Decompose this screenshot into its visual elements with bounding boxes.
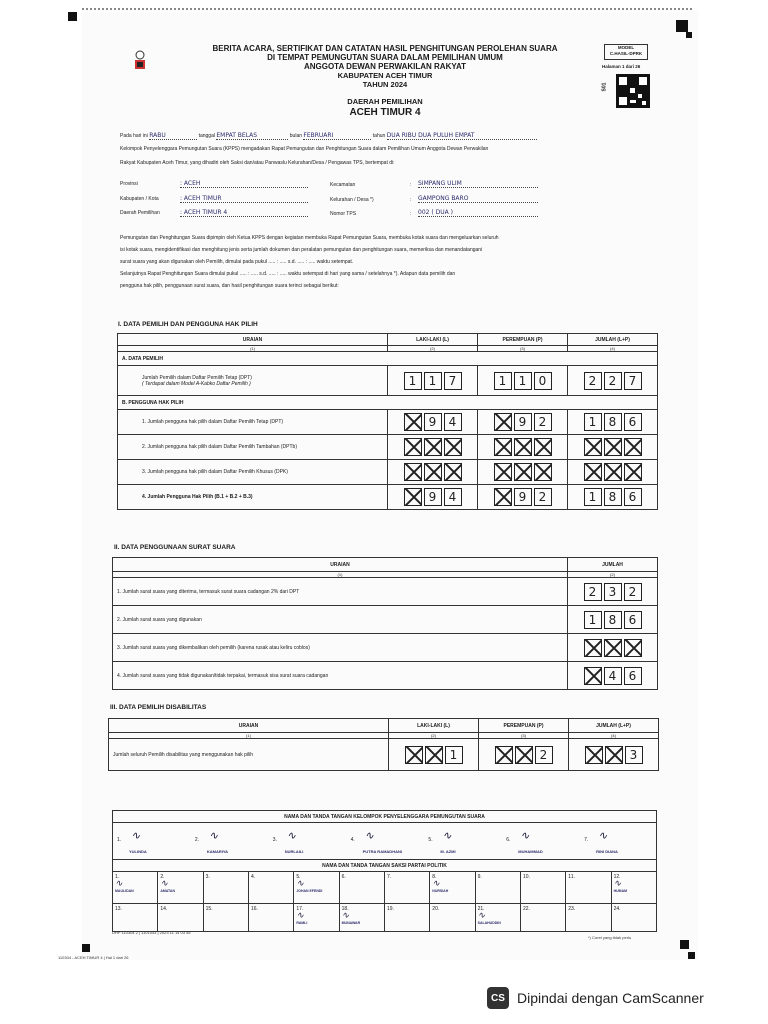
digit-box: 9 [424, 413, 442, 431]
digit-box: 6 [624, 667, 642, 685]
dapil-value: : ACEH TIMUR 4 [180, 209, 308, 217]
digit-box: 1 [584, 611, 602, 629]
perforation-line [82, 8, 692, 10]
digit-box: 1 [424, 372, 442, 390]
saksi-signature [339, 872, 384, 904]
digit-box-group [482, 413, 563, 431]
signature-number: 4. [350, 837, 355, 843]
digit-box: 9 [514, 413, 532, 431]
provinsi-value: : ACEH [180, 180, 308, 188]
saksi-signature [248, 904, 293, 932]
saksi-signature [113, 904, 158, 932]
col-header: URAIAN [118, 334, 388, 346]
col-number: (3) [478, 346, 568, 352]
registration-marker [82, 944, 90, 952]
page-label: 110304 - ACEH TIMUR 4 | Hal 1 dari 26 [58, 955, 129, 960]
hari-value: RABU [149, 132, 197, 140]
saksi-signature-header: NAMA DAN TANDA TANGAN SAKSI PARTAI POLITIK [113, 860, 657, 872]
saksi-signature [248, 872, 293, 904]
digit-box-group [572, 667, 653, 685]
signatory-name: SALAHUDDIN [477, 921, 501, 925]
kpps-signature [502, 823, 580, 859]
table-row [118, 460, 658, 485]
procedure-paragraph: pengguna hak pilih, penggunaan surat suara, dan hasil penghitungan suara terinci sebagai berikut: [120, 283, 339, 289]
digit-box: 2 [604, 372, 622, 390]
digit-box: 2 [535, 746, 553, 764]
tps-label: Nomor TPS [330, 211, 357, 217]
col-header: JUMLAH (L+P) [568, 334, 658, 346]
registration-marker [688, 952, 695, 959]
crossed-digit-box [404, 413, 422, 431]
kecamatan-label: Kecamatan [330, 182, 356, 188]
tanggal-label: tanggal [198, 133, 215, 139]
saksi-signature-row [113, 904, 657, 932]
crossed-digit-box [424, 438, 442, 456]
row-label: Jumlah Pemilih dalam Daftar Pemilih Tetap (DPT) [142, 374, 252, 381]
registration-marker [686, 32, 692, 38]
procedure-paragraph: Selanjutnya Rapat Penghitungan Suara dimulai pukul ..... : ..... s.d. ..... : ..... waktu setempat di hari yang sama / setelahnya *). Adapun data pemilih dan [120, 271, 456, 277]
kpps-signature [269, 823, 347, 859]
saksi-signature [611, 872, 656, 904]
tanggal-value: EMPAT BELAS [216, 132, 288, 140]
digit-box: 2 [584, 583, 602, 601]
crossed-digit-box [494, 488, 512, 506]
table-row [118, 410, 658, 435]
pada-hari-label: Pada hari ini [120, 133, 148, 139]
table-row [118, 435, 658, 460]
signatory-name: JOHAN EFENDI [296, 889, 323, 893]
kelurahan-label: Kelurahan / Desa *) [330, 197, 374, 203]
saksi-signature [113, 872, 158, 904]
table-row [113, 606, 658, 634]
signature-mark-icon: ∿ [115, 879, 123, 889]
col-number: (4) [569, 733, 659, 739]
daerah-label: DAERAH PEMILIHAN [347, 97, 423, 106]
disability-table [108, 718, 659, 771]
col-header: JUMLAH [568, 558, 658, 572]
digit-box-group [392, 463, 473, 481]
crossed-digit-box [404, 438, 422, 456]
daerah-value: ACEH TIMUR 4 [349, 107, 421, 118]
saksi-signature [203, 904, 248, 932]
digit-box: 6 [624, 413, 642, 431]
digit-box: 7 [624, 372, 642, 390]
kpps-signature [191, 823, 269, 859]
signature-number: 21. [477, 906, 485, 912]
footnote: *) Coret yang tidak perlu [588, 935, 632, 940]
bulan-label: bulan [289, 133, 302, 139]
signature-number: 5. [428, 837, 433, 843]
signatory-name: PUTRA RAMADHANI [362, 849, 402, 854]
signature-number: 11. [568, 874, 575, 880]
kpps-signature [113, 823, 191, 859]
col-number: (2) [388, 346, 478, 352]
digit-box: 2 [584, 372, 602, 390]
digit-box: 7 [444, 372, 462, 390]
crossed-digit-box [624, 438, 642, 456]
digit-box: 8 [604, 413, 622, 431]
signature-number: 18. [341, 906, 349, 912]
camscanner-logo-icon: CS [487, 987, 509, 1009]
crossed-digit-box [514, 463, 532, 481]
signature-number: 15. [205, 906, 213, 912]
col-number: (4) [568, 346, 658, 352]
crossed-digit-box [534, 438, 552, 456]
signatory-name: MUNAWAR [341, 921, 361, 925]
digit-box-group [392, 438, 473, 456]
digit-box: 3 [604, 583, 622, 601]
row-label: 1. Jumlah surat suara yang diterima, termasuk surat suara cadangan 2% dari DPT [113, 578, 568, 606]
digit-box-group [392, 372, 473, 390]
digit-box-group [573, 746, 654, 764]
saksi-signature [384, 904, 429, 932]
digit-box: 1 [445, 746, 463, 764]
digit-box: 1 [404, 372, 422, 390]
signature-number: 24. [613, 906, 621, 912]
provinsi-label: Provinsi [120, 181, 138, 187]
crossed-digit-box [604, 639, 622, 657]
saksi-signature [520, 872, 565, 904]
signature-mark-icon: ∿ [442, 829, 452, 842]
digit-box-group [483, 746, 564, 764]
col-header: JUMLAH (L+P) [569, 719, 659, 733]
crossed-digit-box [585, 746, 603, 764]
row-label: Jumlah seluruh Pemilih disabilitas yang menggunakan hak pilih [109, 739, 389, 771]
voter-data-table [117, 333, 658, 510]
saksi-signature [384, 872, 429, 904]
digit-box: 3 [625, 746, 643, 764]
col-number: (2) [389, 733, 479, 739]
crossed-digit-box [444, 463, 462, 481]
crossed-digit-box [605, 746, 623, 764]
digit-box: 9 [424, 488, 442, 506]
signature-mark-icon: ∿ [208, 829, 219, 842]
digit-box: 2 [624, 583, 642, 601]
model-line: C.HASIL-DPRK [609, 51, 643, 56]
signatory-name: NURLAILI [284, 849, 304, 854]
digit-box: 1 [494, 372, 512, 390]
crossed-digit-box [584, 463, 602, 481]
signatory-name: RAMLI [296, 921, 308, 925]
row-label: 2. Jumlah pengguna hak pilih dalam Daftar Pemilih Tambahan (DPTb) [118, 435, 388, 460]
signature-mark-icon: ∿ [432, 879, 440, 889]
signature-number: 2. [160, 874, 165, 880]
procedure-paragraph: surat suara yang akan digunakan oleh Pemilih, dimulai pada pukul ..... : ..... s.d. ..... : ..... waktu setempat. [120, 259, 354, 265]
col-number: (2) [568, 572, 658, 578]
title-line: ANGGOTA DEWAN PERWAKILAN RAKYAT [303, 62, 467, 71]
saksi-signature-row [113, 872, 657, 904]
signature-table [112, 810, 657, 932]
kpps-signature [580, 823, 658, 859]
table-row [113, 662, 658, 690]
crossed-digit-box [405, 746, 423, 764]
digit-box: 1 [584, 488, 602, 506]
tahun-value: DUA RIBU DUA PULUH EMPAT [387, 132, 537, 140]
digit-box-group [572, 488, 653, 506]
signature-mark-icon: ∿ [477, 911, 486, 921]
saksi-signature [430, 872, 475, 904]
procedure-paragraph: isi kotak suara, mengidentifikasi dan menghitung jenis serta jumlah dokumen dan peralatan pemungutan dan penghitungan suara, memeriksa dan menandatangani [120, 247, 483, 253]
col-header: PEREMPUAN (P) [478, 334, 568, 346]
page-code: S01 [601, 82, 608, 92]
registration-marker [676, 20, 688, 32]
crossed-digit-box [494, 413, 512, 431]
digit-box-group [482, 438, 563, 456]
row-label: 3. Jumlah surat suara yang dikembalikan oleh pemilih (karena rusak atau keliru coblos) [113, 634, 568, 662]
signature-mark-icon: ∿ [520, 829, 530, 842]
table-row [113, 578, 658, 606]
crossed-digit-box [624, 463, 642, 481]
signature-number: 3. [272, 837, 277, 843]
signatory-name: MAULIDAN [115, 889, 134, 893]
signature-number: 1. [117, 837, 122, 843]
title-line: BERITA ACARA, SERTIFIKAT DAN CATATAN HASIL PENGHITUNGAN PEROLEHAN SUARA [212, 44, 558, 53]
signatory-name: KAMARIYA [206, 849, 229, 854]
registration-marker [68, 12, 77, 21]
crossed-digit-box [495, 746, 513, 764]
model-line: MODEL [617, 45, 635, 50]
tahun-label: tahun [372, 133, 386, 139]
intro-paragraph: Kelompok Penyelenggara Pemungutan Suara (KPPS) mengadakan Rapat Pemungutan dan Penghitungan Suara dalam Pemilihan Umum Anggota Dewan Perwakilan [120, 146, 489, 152]
col-number: (1) [113, 572, 568, 578]
section-title: II. DATA PENGGUNAAN SURAT SUARA [114, 544, 236, 551]
saksi-signature [203, 872, 248, 904]
group-label: A. DATA PEMILIH [118, 352, 658, 366]
signature-number: 6. [506, 837, 511, 843]
col-number: (1) [109, 733, 389, 739]
signature-number: 10. [522, 874, 530, 880]
kelurahan-value: GAMPONG BARO [418, 195, 538, 203]
digit-box-group [572, 639, 653, 657]
digit-box-group [572, 372, 653, 390]
signatory-name: NURSIAH [432, 889, 449, 893]
group-label: B. PENGGUNA HAK PILIH [118, 396, 658, 410]
table-row [118, 485, 658, 510]
signature-number: 2. [194, 837, 200, 843]
signature-number: 4. [250, 874, 256, 880]
signature-number: 23. [568, 906, 576, 912]
signature-number: 8. [432, 874, 437, 880]
signature-number: 13. [115, 906, 122, 912]
signature-number: 12. [613, 874, 621, 880]
saksi-signature [294, 904, 339, 932]
digit-box-group [482, 372, 563, 390]
saksi-signature [566, 904, 611, 932]
digit-box: 1 [584, 413, 602, 431]
camscanner-watermark [487, 987, 704, 1009]
digit-box-group [572, 583, 653, 601]
row-label: 1. Jumlah pengguna hak pilih dalam Daftar Pemilih Tetap (DPT) [118, 410, 388, 435]
signature-number: 16. [250, 906, 258, 912]
col-header: LAKI-LAKI (L) [388, 334, 478, 346]
crossed-digit-box [604, 438, 622, 456]
crossed-digit-box [584, 667, 602, 685]
kpps-signature-header: NAMA DAN TANDA TANGAN KELOMPOK PENYELENGGARA PEMUNGUTAN SUARA [113, 811, 657, 823]
digit-box: 1 [514, 372, 532, 390]
saksi-signature [294, 872, 339, 904]
title-line: TAHUN 2024 [362, 80, 408, 89]
row-label: 3. Jumlah pengguna hak pilih dalam Daftar Pemilih Khusus (DPK) [118, 460, 388, 485]
signature-mark-icon: ∿ [131, 829, 141, 842]
digit-box: 2 [534, 488, 552, 506]
row-label: 4. Jumlah Pengguna Hak Pilih (B.1 + B.2 + B.3) [118, 485, 388, 510]
kabupaten-value: : ACEH TIMUR [180, 195, 308, 203]
signatory-name: YULINDA [129, 849, 147, 854]
digit-box: 4 [444, 413, 462, 431]
crossed-digit-box [624, 639, 642, 657]
saksi-signature [611, 904, 656, 932]
col-header: PEREMPUAN (P) [479, 719, 569, 733]
signature-number: 14. [160, 906, 168, 912]
title-line: DI TEMPAT PEMUNGUTAN SUARA DALAM PEMILIHAN UMUM [267, 53, 503, 62]
signature-mark-icon: ∿ [286, 829, 296, 842]
crossed-digit-box [534, 463, 552, 481]
kecamatan-value: SIMPANG ULIM [418, 180, 538, 188]
signature-number: 6. [341, 874, 346, 880]
kabupaten-label: Kabupaten / Kota [120, 196, 159, 202]
model-badge [604, 44, 648, 60]
crossed-digit-box [584, 438, 602, 456]
row-note: ( Terdapat dalam Model A-Kabko Daftar Pemilih ) [142, 380, 251, 387]
saksi-signature [158, 904, 203, 932]
digit-box: 4 [604, 667, 622, 685]
signature-mark-icon: ∿ [296, 911, 304, 921]
table-row [109, 739, 659, 771]
col-header: URAIAN [109, 719, 389, 733]
camscanner-label: Dipindai dengan CamScanner [517, 990, 704, 1006]
signature-mark-icon: ∿ [341, 911, 350, 921]
saksi-signature [339, 904, 384, 932]
row-label: 2. Jumlah surat suara yang digunakan [113, 606, 568, 634]
digit-box-group [572, 438, 653, 456]
digit-box: 0 [534, 372, 552, 390]
digit-box: 6 [624, 488, 642, 506]
section-title: III. DATA PEMILIH DISABILITAS [110, 704, 207, 711]
signature-number: 7. [386, 874, 392, 880]
kpu-logo-icon [132, 50, 148, 72]
section-title: I. DATA PEMILIH DAN PENGGUNA HAK PILIH [118, 321, 258, 328]
digit-box: 2 [534, 413, 552, 431]
crossed-digit-box [515, 746, 533, 764]
signature-mark-icon: ∿ [598, 829, 608, 842]
registration-marker [680, 940, 689, 949]
table-row [118, 366, 658, 396]
signature-number: 19. [386, 906, 394, 912]
col-number: (1) [118, 346, 388, 352]
digit-box-group [392, 488, 473, 506]
tps-value: 002 ( DUA ) [418, 209, 538, 217]
intro-paragraph: Rakyat Kabupaten Aceh Timur, yang dihadiri oleh Saksi dan/atau Panwaslu Kelurahan/Desa / Pengawas TPS, bertempat di: [120, 160, 395, 166]
digit-box-group [572, 463, 653, 481]
saksi-signature [475, 872, 520, 904]
digit-box-group [392, 413, 473, 431]
qr-code-icon [616, 74, 650, 108]
crossed-digit-box [494, 438, 512, 456]
kpps-signature [347, 823, 425, 859]
signature-mark-icon: ∿ [364, 829, 374, 842]
saksi-signature [566, 872, 611, 904]
crossed-digit-box [444, 438, 462, 456]
signatory-name: AMATAN [160, 889, 175, 893]
kpps-signature-row [113, 823, 656, 859]
crossed-digit-box [425, 746, 443, 764]
signature-number: 3. [205, 874, 210, 880]
document-title [175, 44, 595, 117]
signatory-name: HUMAM [613, 889, 628, 893]
digit-box: 8 [604, 488, 622, 506]
crossed-digit-box [584, 639, 602, 657]
table-row [113, 634, 658, 662]
signature-number: 9. [477, 874, 482, 880]
saksi-signature [158, 872, 203, 904]
col-header: LAKI-LAKI (L) [389, 719, 479, 733]
dapil-label: Daerah Pemilihan [120, 210, 160, 216]
signatory-name: M. AZMI [440, 849, 456, 854]
bulan-value: FEBRUARI [303, 132, 371, 140]
crossed-digit-box [604, 463, 622, 481]
signature-mark-icon: ∿ [613, 879, 622, 889]
crossed-digit-box [424, 463, 442, 481]
signatory-name: RINI DIANA [596, 849, 618, 854]
kpps-signature [424, 823, 502, 859]
signature-number: 20. [432, 906, 440, 912]
digit-box-group [393, 746, 474, 764]
signature-number: 1. [115, 874, 120, 880]
document-code: DHP 110304 2 | 1101043 | 2023 11 14 03 45 [112, 930, 191, 935]
digit-box-group [482, 488, 563, 506]
title-line: KABUPATEN ACEH TIMUR [337, 71, 433, 80]
signature-mark-icon: ∿ [296, 879, 304, 889]
digit-box: 8 [604, 611, 622, 629]
digit-box: 6 [624, 611, 642, 629]
col-number: (3) [479, 733, 569, 739]
crossed-digit-box [404, 463, 422, 481]
signature-number: 5. [296, 874, 301, 880]
procedure-paragraph: Pemungutan dan Penghitungan Suara dipimpin oleh Ketua KPPS dengan kegiatan membuka Rapat Pemungutan Suara, membuka kotak suara dan mengeluarkan seluruh [120, 235, 499, 241]
crossed-digit-box [404, 488, 422, 506]
digit-box-group [482, 463, 563, 481]
signatory-name: MUHAMMAD [518, 849, 543, 854]
saksi-signature [475, 904, 520, 932]
saksi-signature [520, 904, 565, 932]
digit-box-group [572, 611, 653, 629]
signature-number: 17. [296, 906, 304, 912]
digit-box: 4 [444, 488, 462, 506]
signature-number: 7. [584, 837, 589, 843]
crossed-digit-box [494, 463, 512, 481]
digit-box: 9 [514, 488, 532, 506]
row-label: 4. Jumlah surat suara yang tidak digunakan/tidak terpakai, termasuk sisa surat suara cadangan [113, 662, 568, 690]
page-counter: Halaman 1 dari 26 [602, 64, 641, 69]
ballot-usage-table [112, 557, 658, 690]
signature-mark-icon: ∿ [160, 879, 168, 889]
digit-box-group [572, 413, 653, 431]
signature-number: 22. [522, 906, 530, 912]
saksi-signature [430, 904, 475, 932]
date-line [120, 132, 660, 140]
col-header: URAIAN [113, 558, 568, 572]
crossed-digit-box [514, 438, 532, 456]
